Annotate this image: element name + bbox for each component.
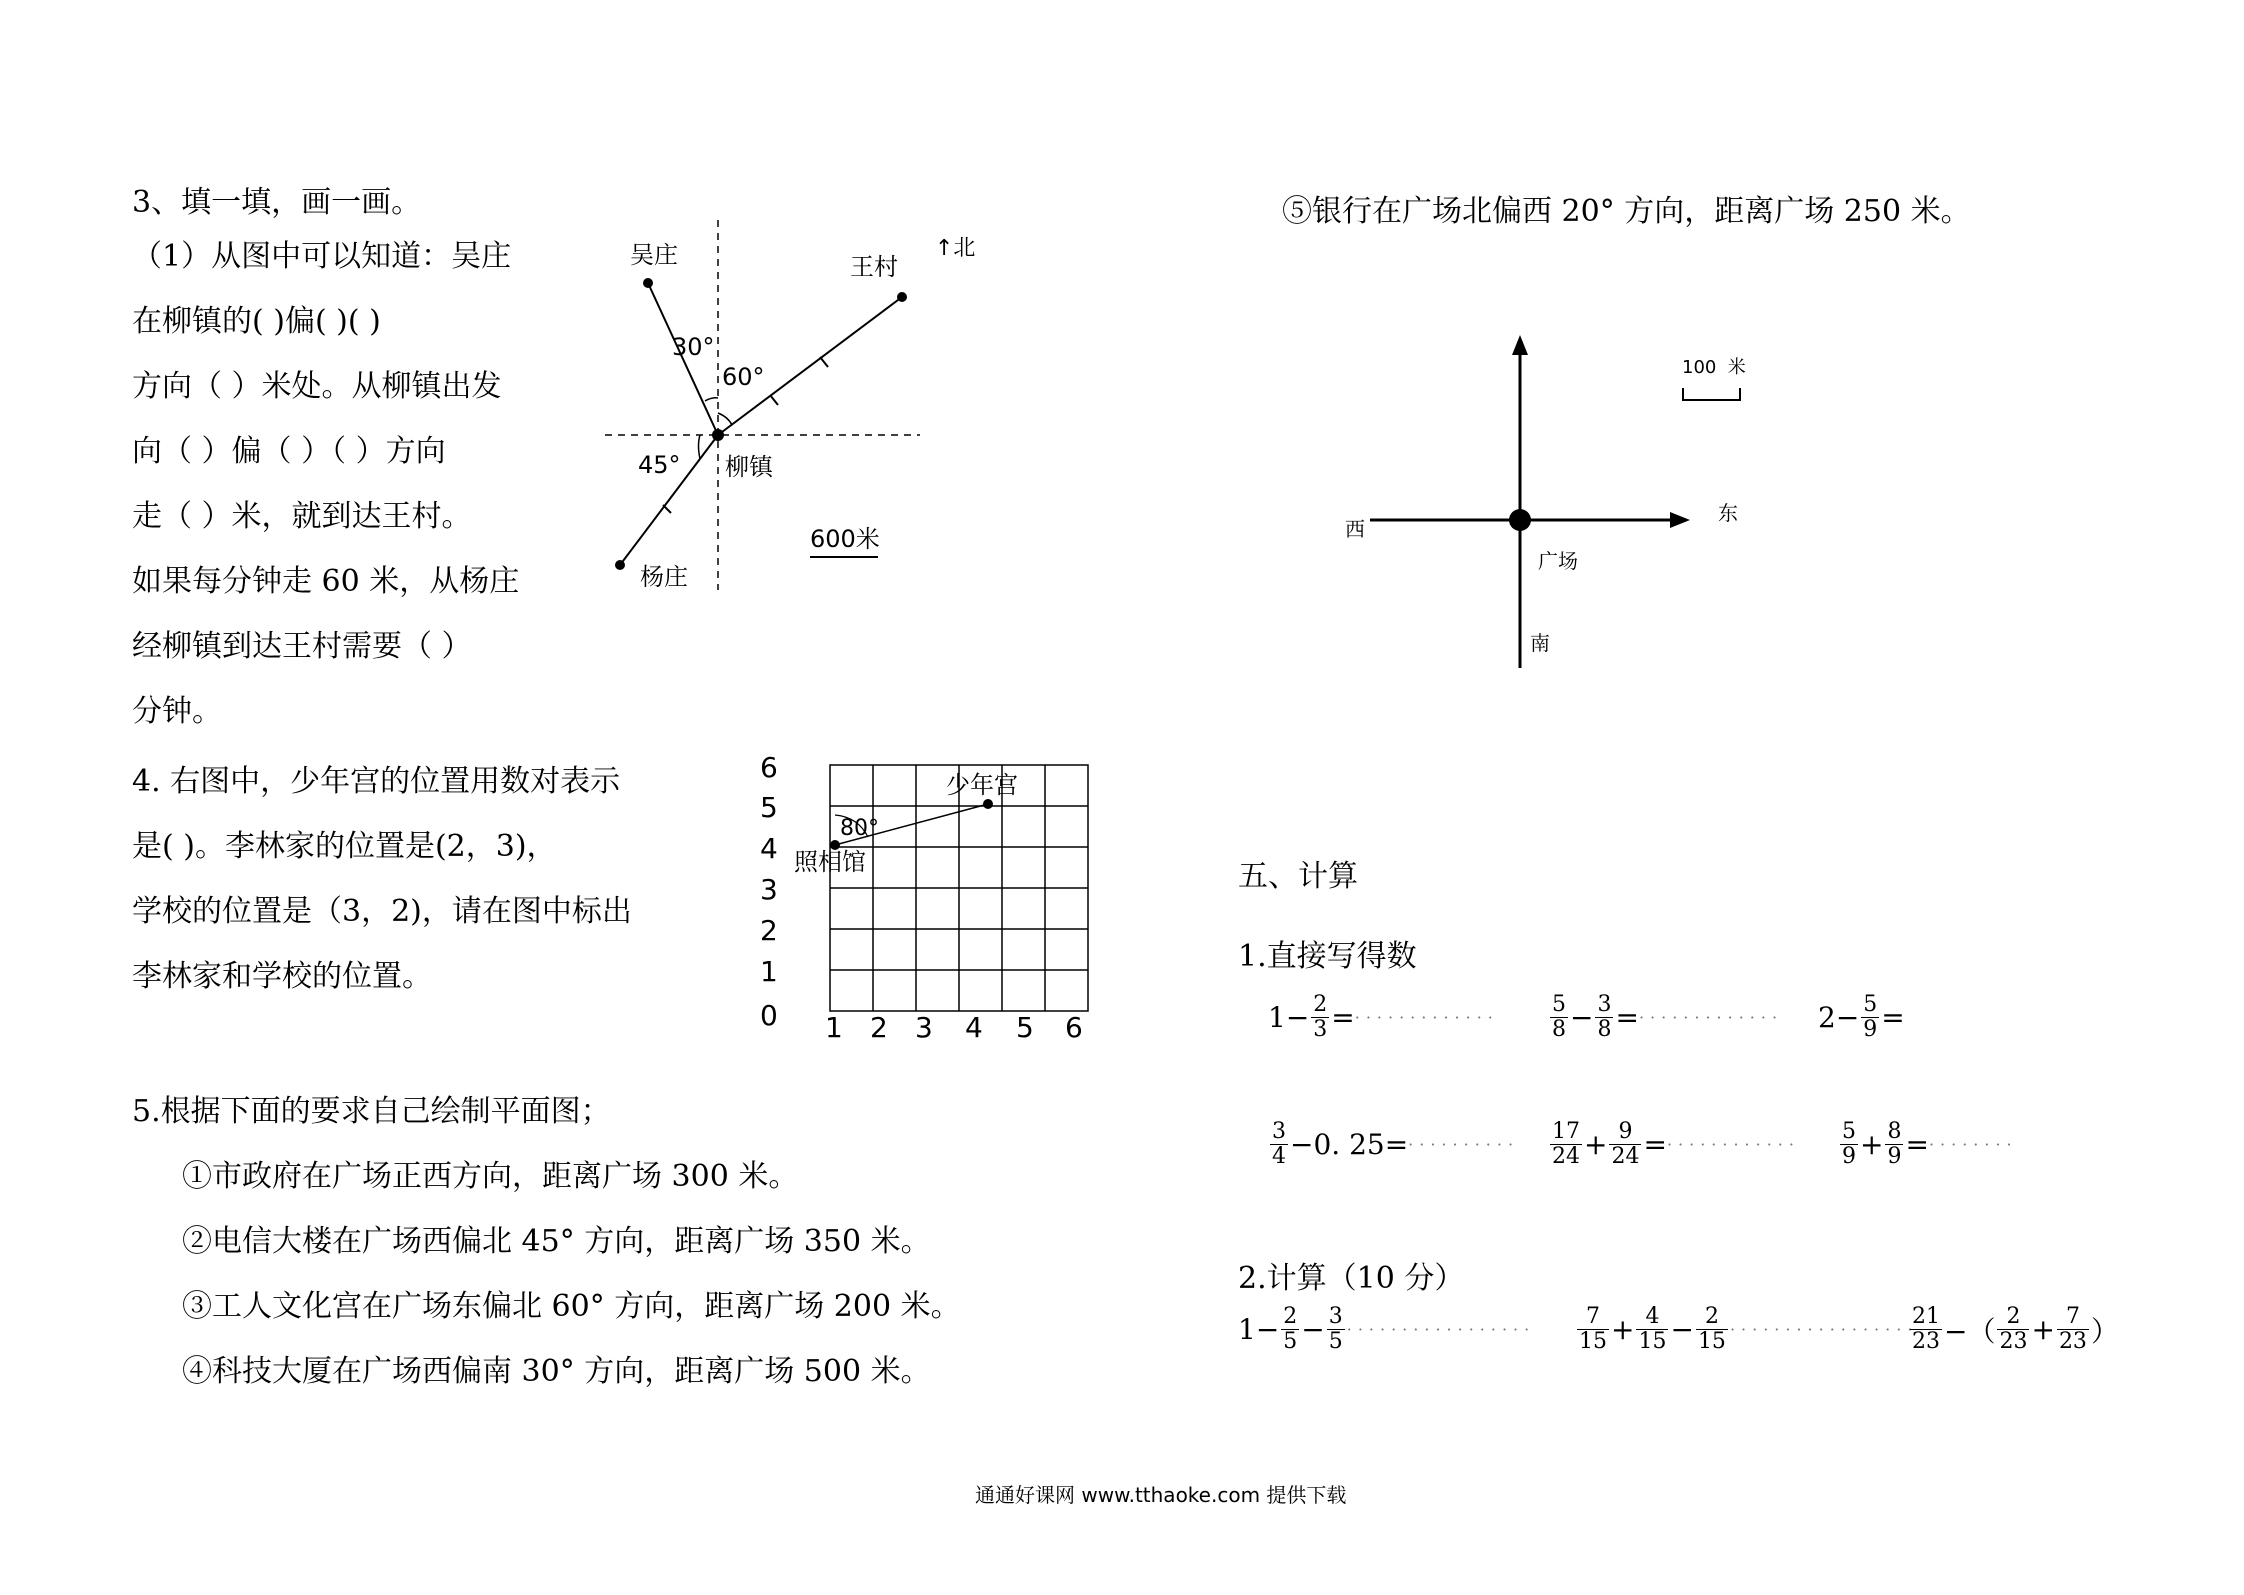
fraction	[1609, 1120, 1641, 1169]
fraction	[1281, 1305, 1299, 1354]
west-label: 西	[1345, 517, 1365, 541]
denominator: 8	[1597, 1017, 1612, 1042]
numerator: 5	[1842, 1119, 1856, 1144]
y-tick-4: 4	[760, 832, 778, 865]
calc-3-1-pre: 1−	[1238, 1313, 1280, 1346]
answer-dots: ··········	[1408, 1135, 1520, 1154]
wu-label: 吴庄	[630, 241, 678, 269]
y-tick-5: 5	[760, 791, 778, 824]
y-tick-6: 6	[760, 755, 778, 784]
numerator: 2	[1283, 1304, 1298, 1329]
numerator: 3	[1272, 1119, 1286, 1144]
fraction	[1861, 993, 1879, 1042]
fraction	[1327, 1305, 1345, 1354]
operator: +	[1860, 1128, 1884, 1161]
q3-line-1: （1）从图中可以知道：吴庄	[132, 239, 512, 274]
denominator: 5	[1328, 1329, 1343, 1354]
compass-scale-label: 100 米	[1682, 357, 1746, 378]
x-tick-6: 6	[1065, 1011, 1083, 1044]
east-label: 东	[1718, 501, 1738, 525]
denominator: 5	[1283, 1329, 1298, 1354]
calc-1-1-pre: 1−	[1268, 1001, 1310, 1034]
denominator: 9	[1863, 1017, 1878, 1042]
fraction	[1910, 1305, 1942, 1354]
numerator: 2	[1313, 992, 1328, 1017]
y-tick-labels	[760, 755, 778, 988]
answer-dots: ·············	[1354, 1008, 1499, 1027]
numerator: 21	[1912, 1304, 1940, 1329]
calc-2-2-post: =	[1643, 1128, 1667, 1161]
operator: −	[1301, 1313, 1325, 1346]
fraction	[1270, 1120, 1288, 1169]
close-paren: ）	[2090, 1314, 2119, 1348]
calc-1-1	[1268, 993, 1499, 1042]
x-tick-5: 5	[1016, 1011, 1034, 1044]
east-arrowhead	[1670, 512, 1690, 528]
denominator: 15	[1638, 1329, 1667, 1354]
denominator: 4	[1272, 1144, 1286, 1169]
fraction	[1696, 1305, 1728, 1354]
operator: +	[1611, 1313, 1635, 1346]
calc-1-3	[1818, 993, 1905, 1042]
calc-3-1	[1238, 1305, 1535, 1354]
answer-dots: ········	[1928, 1135, 2018, 1154]
fraction	[2057, 1305, 2089, 1354]
numerator: 2	[1696, 1305, 1728, 1330]
denominator: 15	[1697, 1329, 1726, 1354]
calc-2-1-rest: −0. 25=	[1290, 1128, 1409, 1161]
yang-label: 杨庄	[640, 563, 688, 591]
operator: −	[1570, 1001, 1594, 1034]
q5-item-5: ⑤银行在广场北偏西 20° 方向，距离广场 250 米。	[1282, 194, 1971, 229]
zhaoxiang-label: 照相馆	[794, 848, 866, 876]
denominator: 24	[1611, 1144, 1640, 1169]
denominator: 8	[1552, 1017, 1566, 1042]
direction-map	[600, 215, 980, 605]
shaonian-dot	[983, 799, 993, 809]
yang-dot	[615, 560, 625, 570]
denominator: 3	[1313, 1017, 1328, 1042]
y-tick-3: 3	[760, 873, 778, 906]
fraction	[1997, 1305, 2029, 1354]
q3-line-5: 走（ ）米，就到达王村。	[132, 499, 472, 534]
compass-diagram	[1340, 330, 1780, 680]
denominator: 15	[1579, 1329, 1607, 1354]
wang-label: 王村	[850, 253, 898, 281]
angle-45: 45°	[638, 451, 681, 479]
q3-title: 3、填一填，画一画。	[132, 185, 422, 220]
coordinate-grid	[750, 755, 1110, 1045]
q4-line-4: 李林家和学校的位置。	[132, 959, 432, 994]
q4-line-2: 是( )。李林家的位置是(2，3)，	[132, 829, 557, 864]
numerator: 2	[1997, 1305, 2029, 1330]
fraction	[1636, 1305, 1668, 1354]
q5-item-2: ②电信大楼在广场西偏北 45° 方向，距离广场 350 米。	[182, 1224, 931, 1259]
q3-line-2: 在柳镇的( )偏( )( )	[132, 304, 381, 339]
page-footer: 通通好课网 www.tthaoke.com 提供下载	[975, 1483, 1347, 1507]
numerator: 4	[1636, 1305, 1668, 1330]
denominator: 23	[1999, 1329, 2028, 1354]
calc-1-2	[1548, 993, 1783, 1042]
numerator: 3	[1597, 992, 1612, 1017]
answer-dots: ·············	[1638, 1008, 1784, 1027]
north-label: ↑北	[935, 236, 976, 261]
fraction	[1595, 993, 1613, 1042]
denominator: 9	[1887, 1144, 1902, 1169]
x-tick-4: 4	[965, 1011, 983, 1044]
tick-mark	[820, 357, 828, 367]
shaonian-label: 少年宫	[946, 771, 1018, 799]
denominator: 23	[2058, 1329, 2087, 1354]
denominator: 24	[1552, 1144, 1580, 1169]
map-scale-label: 600米	[810, 525, 880, 553]
y-tick-1: 1	[760, 955, 778, 988]
operator: −	[1670, 1313, 1694, 1346]
fraction	[1885, 1120, 1903, 1169]
arc-60	[718, 413, 732, 425]
operator: −（	[1944, 1314, 1996, 1348]
grid-lines	[830, 765, 1088, 1011]
calc-2-1	[1268, 1120, 1519, 1169]
q3-line-8: 分钟。	[132, 694, 222, 729]
plaza-label: 广场	[1538, 549, 1578, 573]
x-tick-2: 2	[870, 1011, 888, 1044]
operator: +	[1584, 1128, 1608, 1161]
q5-item-3: ③工人文化宫在广场东偏北 60° 方向，距离广场 200 米。	[182, 1289, 961, 1324]
q4-line-3: 学校的位置是（3，2)，请在图中标出	[132, 894, 632, 929]
fraction	[1840, 1120, 1858, 1169]
denominator: 23	[1912, 1329, 1940, 1354]
p2-title: 2.计算（10 分）	[1238, 1261, 1465, 1296]
numerator: 9	[1609, 1120, 1641, 1145]
arc-45	[699, 435, 701, 459]
q3-line-4: 向（ ）偏（ ）（ ）方向	[132, 434, 446, 469]
x-tick-0: 0	[760, 999, 778, 1032]
calc-3-2	[1575, 1305, 1918, 1354]
tick-mark	[770, 395, 778, 405]
q5-item-1: ①市政府在广场正西方向，距离广场 300 米。	[182, 1159, 799, 1194]
fraction	[1311, 993, 1329, 1042]
answer-dots: ·················	[1729, 1320, 1919, 1339]
south-label: 南	[1530, 631, 1550, 655]
calc-2-3	[1838, 1120, 2018, 1169]
answer-dots: ············	[1666, 1135, 1800, 1154]
operator: +	[2031, 1313, 2055, 1346]
q5-item-4: ④科技大厦在广场西偏南 30° 方向，距离广场 500 米。	[182, 1354, 931, 1389]
sec5-title: 五、计算	[1238, 859, 1358, 894]
numerator: 3	[1328, 1304, 1343, 1329]
p1-title: 1.直接写得数	[1238, 939, 1417, 974]
liu-dot	[712, 429, 724, 441]
liu-label: 柳镇	[725, 453, 773, 481]
q3-line-3: 方向（ ）米处。从柳镇出发	[132, 369, 502, 404]
numerator: 7	[1577, 1305, 1609, 1330]
angle-80-label: 80°	[840, 816, 879, 841]
q5-title: 5.根据下面的要求自己绘制平面图；	[132, 1094, 611, 1129]
numerator: 5	[1863, 992, 1878, 1017]
angle-60: 60°	[722, 363, 765, 391]
answer-dots: ·················	[1346, 1320, 1536, 1339]
x-tick-1: 1	[825, 1011, 843, 1044]
tick-mark	[663, 505, 671, 513]
fraction	[1550, 993, 1568, 1042]
calc-2-2	[1548, 1120, 1800, 1169]
numerator: 5	[1552, 992, 1566, 1017]
calc-1-1-post: =	[1331, 1001, 1355, 1034]
x-tick-labels	[760, 999, 1083, 1044]
calc-2-3-post: =	[1905, 1128, 1929, 1161]
q4-line-1: 4. 右图中，少年宫的位置用数对表示	[132, 764, 621, 799]
fraction	[1550, 1120, 1582, 1169]
denominator: 9	[1842, 1144, 1856, 1169]
numerator: 8	[1887, 1119, 1902, 1144]
calc-1-2-post: =	[1615, 1001, 1639, 1034]
y-tick-2: 2	[760, 914, 778, 947]
q3-line-6: 如果每分钟走 60 米，从杨庄	[132, 564, 520, 599]
plaza-dot	[1509, 509, 1531, 531]
compass-scale-bar	[1683, 388, 1740, 400]
arc-30	[705, 398, 718, 401]
calc-1-3-pre: 2−	[1818, 1001, 1860, 1034]
angle-30: 30°	[672, 333, 715, 361]
north-arrowhead	[1512, 335, 1528, 355]
numerator: 17	[1552, 1119, 1580, 1144]
wang-dot	[897, 292, 907, 302]
q3-line-7: 经柳镇到达王村需要（ ）	[132, 629, 472, 664]
wu-dot	[643, 278, 653, 288]
numerator: 7	[2057, 1305, 2089, 1330]
x-tick-3: 3	[915, 1011, 933, 1044]
fraction	[1577, 1305, 1609, 1354]
calc-1-3-post: =	[1881, 1001, 1905, 1034]
calc-3-3	[1908, 1305, 2119, 1354]
